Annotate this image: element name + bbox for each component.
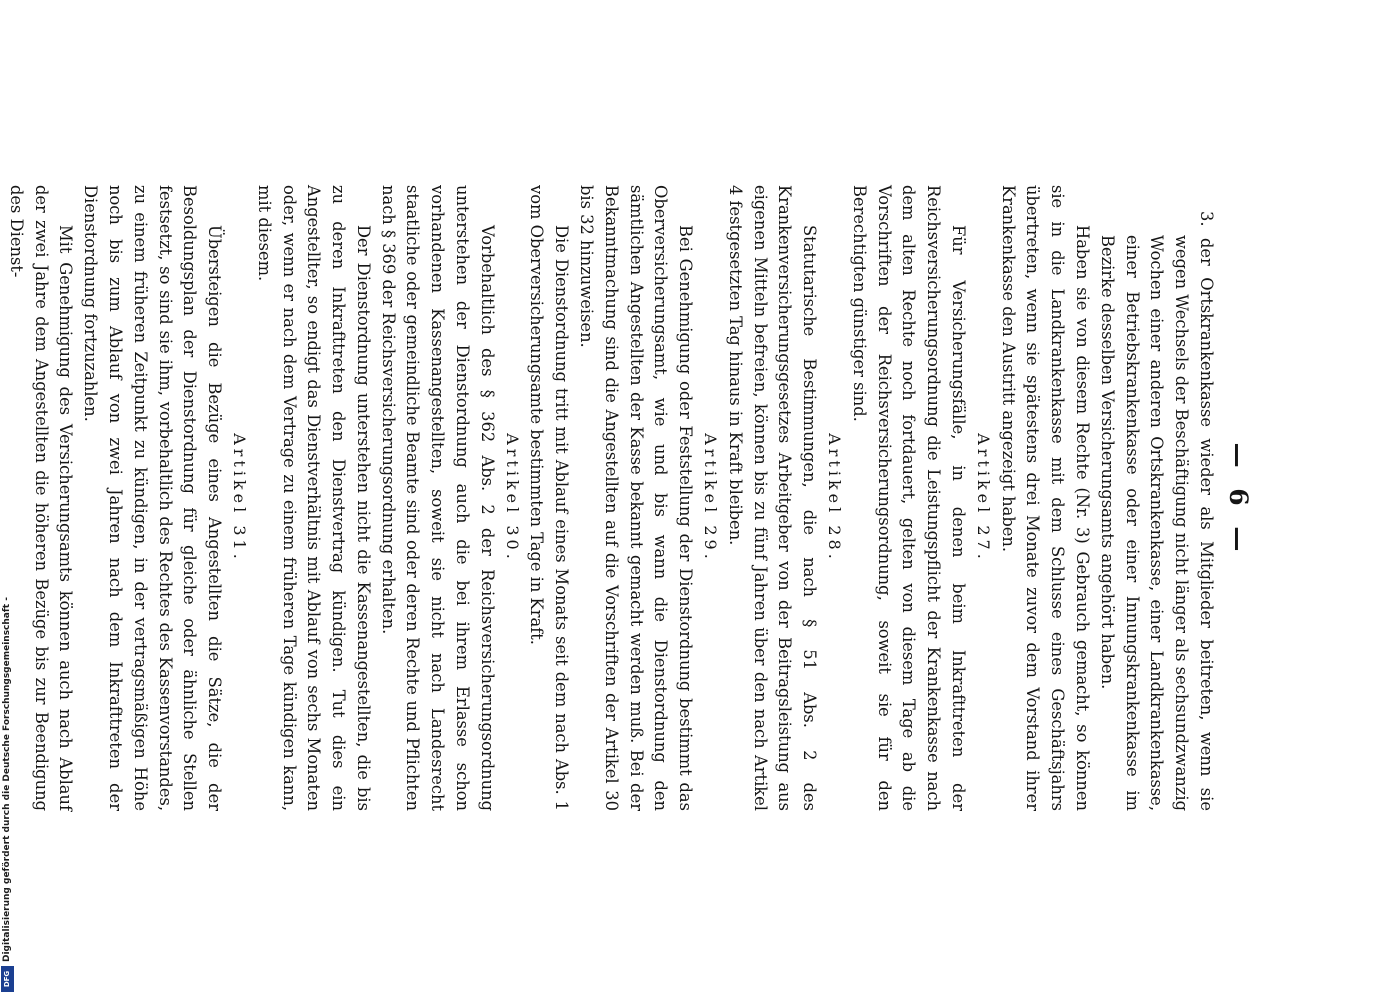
article-heading: Artikel 30. (502, 433, 522, 563)
page-number: — 6 — (1224, 442, 1253, 558)
paragraph: Übersteigen die Bezüge eines Angestellten die Sätze, die der Besoldungsplan der Dienstordnung für gleiche oder ähnliche Stellen festsetzt, so sind sie ihm, vorbehaltlich des Rechtes des Kassenvorstandes, zu einem früheren Zeitpunkt zu kündigen, in der vertragsmäßigen Höhe noch bis zum Ablauf von zwei Jahren nach dem Inkrafttreten der Dienstordnung fortzuzahlen. (81, 185, 225, 811)
list-item: 3. der Ortskrankenkasse wieder als Mitglieder beitreten, wenn sie wegen Wechsels der Beschäftigung nicht länger als sechsundzwanzig Wochen einer anderen Ortskrankenkasse, einer Landkrankenkasse, einer Betriebskrankenkasse oder einer Innungskrankenkasse im Bezirke desselben Versicherungsamts angehört haben. (1097, 211, 1216, 811)
article-heading: Artikel 27. (973, 433, 993, 563)
paragraph: Bei Genehmigung oder Feststellung der Dienstordnung bestimmt das Oberversicherungsamt, wie und bis wann die Dienstordnung den sämtlichen Angestellten der Kasse bekannt gemacht werden muß. Bei der Bekanntmachung sind die Angestellten auf die Vorschriften der Artikel 30 bis 32 hinzuweisen. (577, 185, 696, 811)
digitization-note: Digitalisierung gefördert durch die Deutsche Forschungsgemeinschaft - (2, 597, 12, 962)
dfg-logo (1, 966, 14, 992)
paragraph: Der Dienstordnung unterstehen nicht die Kassenangestellten, die bis zu deren Inkrafttreten den Dienstvertrag kündigen. Tut dies ein Angestellter, so endigt das Dienstverhältnis mit Ablauf von sechs Monaten oder, wenn er nach dem Vertrage zu einem früheren Tage kündigen kann, mit diesem. (254, 185, 373, 811)
digitization-footer (0, 0, 16, 1000)
paragraph: Statutarische Bestimmungen, die nach § 51 Abs. 2 des Krankenversicherungsgesetzes Arbeitgeber von der Beitragsleistung aus eigenen Mitteln befreien, können bis zu fünf Jahren über den nach Artikel 4 festgesetzten Tag hinaus in Kraft bleiben. (725, 185, 820, 811)
paragraph: Die Dienstordnung tritt mit Ablauf eines Monats seit dem nach Abs. 1 vom Oberversicherungsamte bestimmten Tage in Kraft. (527, 185, 572, 811)
paragraph: Haben sie von diesem Rechte (Nr. 3) Gebrauch gemacht, so können sie in die Landkrankenkasse mit dem Schlusse eines Geschäftsjahrs übertreten, wenn sie spätestens drei Monate zuvor dem Vorstand ihrer Krankenkasse den Austritt angezeigt haben. (998, 185, 1093, 811)
document-body (3, 185, 1218, 811)
paragraph: Vorbehaltlich des § 362 Abs. 2 der Reichsversicherungsordnung unterstehen der Dienstordnung auch die bei ihrem Erlasse schon vorhandenen Kassenangestellten, soweit sie nicht nach Landesrecht staatliche oder gemeindliche Beamte sind oder deren Rechte und Pflichten nach § 369 der Reichsversicherungsordnung erhalten. (378, 185, 497, 811)
paragraph: Mit Genehmigung des Versicherungsamts können auch nach Ablauf der zwei Jahre dem Angestellten die höheren Bezüge bis zur Beendigung des Dienst- (6, 185, 76, 811)
paragraph: Für Versicherungsfälle, in denen beim Inkrafttreten der Reichsversicherungsordnung die Leistungspflicht der Krankenkasse nach dem alten Rechte noch fortdauert, gelten von diesem Tage ab die Vorschriften der Reichsversicherungsordnung, soweit sie für den Berechtigten günstiger sind. (849, 185, 969, 811)
dfg-logo-text: DFG (3, 970, 12, 988)
article-heading: Artikel 31. (229, 433, 249, 563)
article-heading: Artikel 28. (825, 433, 845, 563)
article-heading: Artikel 29. (701, 433, 721, 563)
